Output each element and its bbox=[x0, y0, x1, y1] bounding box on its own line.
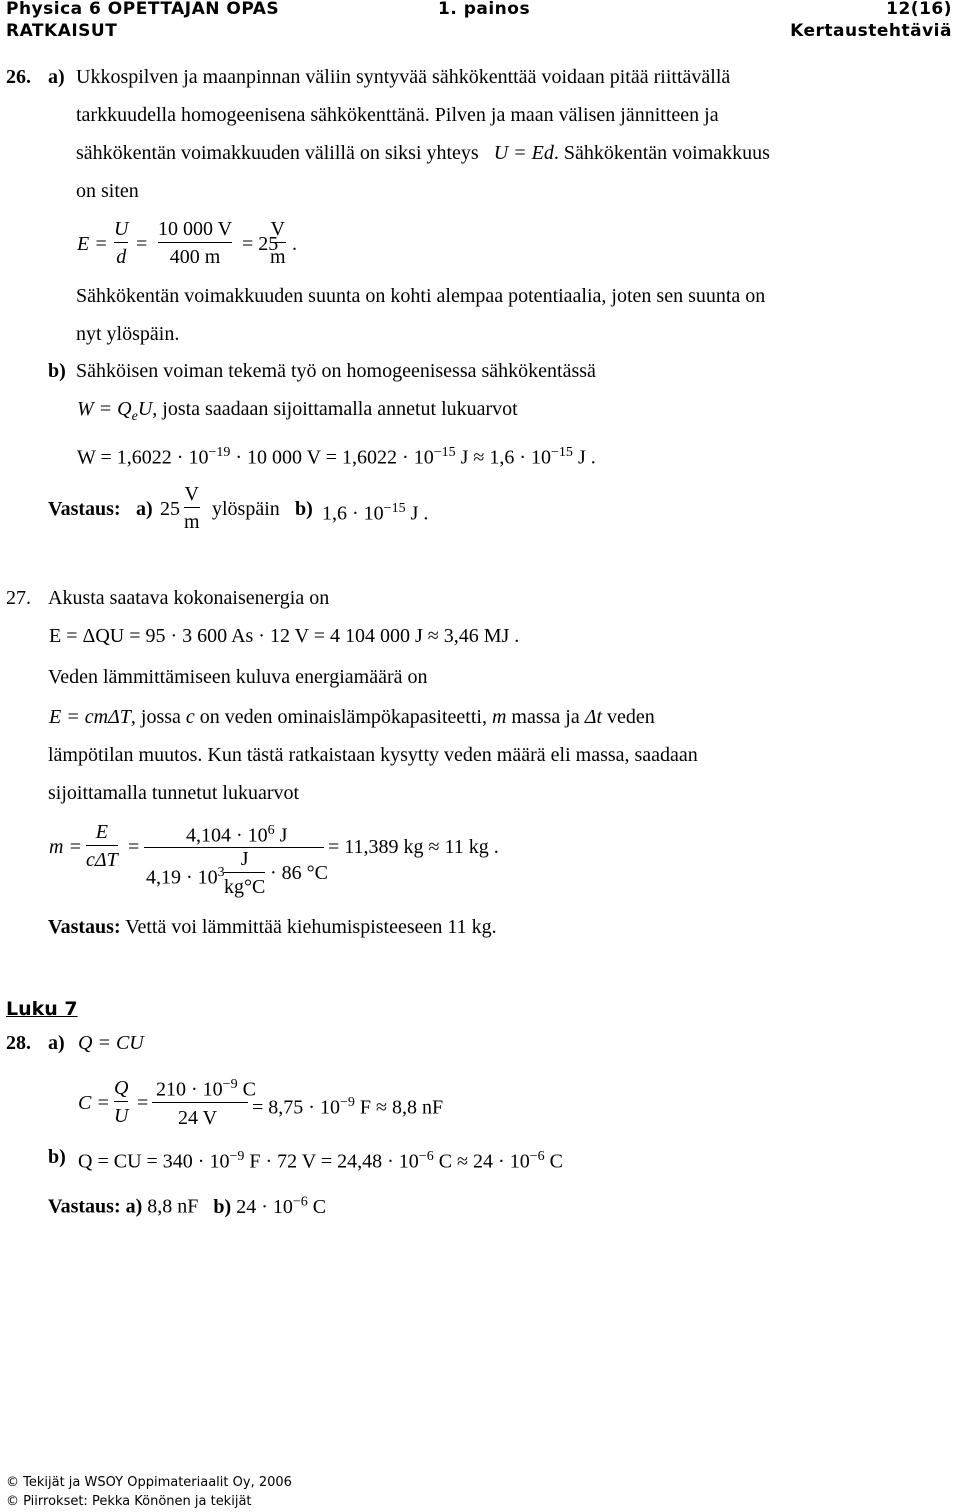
problem-27-text: Akusta saatava kokonaisenergia on bbox=[48, 587, 330, 609]
fraction-denominator: 400 m bbox=[169, 246, 221, 268]
fraction-numerator: J bbox=[240, 848, 249, 870]
fraction-bar bbox=[270, 242, 286, 243]
fraction-unit-j-per-kgc bbox=[224, 848, 265, 898]
text-segment: on veden ominaislämpökapasiteetti, bbox=[194, 706, 492, 728]
answer-value bbox=[236, 1196, 326, 1218]
header-edition: 1. painos bbox=[438, 0, 531, 19]
equation-result: = 11,389 kg ≈ 11 kg . bbox=[328, 836, 499, 858]
fraction-denominator: m bbox=[184, 511, 200, 533]
answer-part-b-label: b) bbox=[295, 498, 313, 520]
fraction-bar bbox=[152, 1102, 248, 1103]
answer-line bbox=[48, 1191, 326, 1218]
fraction-denominator: m bbox=[270, 246, 286, 268]
equation-part: 210 · 10 bbox=[156, 1078, 223, 1101]
fraction-numerator bbox=[186, 820, 287, 847]
fraction-voltage-over-distance bbox=[158, 218, 232, 268]
equation-work bbox=[77, 398, 518, 428]
equation-part: J . bbox=[572, 446, 596, 469]
fraction-bar bbox=[184, 507, 200, 508]
formula-e-cmdt: E = cmΔT bbox=[49, 706, 131, 728]
problem-26a-text: on siten bbox=[76, 180, 139, 202]
equation-heat bbox=[49, 706, 655, 728]
equation-lhs: m = bbox=[49, 836, 82, 858]
fraction-e-over-cdt bbox=[86, 821, 118, 871]
problem-26a-text: tarkkuudella homogeenisena sähkökenttänä. Pilven ja maan välisen jännitteen ja bbox=[76, 104, 719, 126]
text-segment: sähkökentän voimakkuuden välillä on siksi yhteys bbox=[76, 142, 479, 164]
exponent: −6 bbox=[292, 1194, 308, 1209]
fraction-bar bbox=[114, 1101, 128, 1102]
problem-26a-text bbox=[76, 142, 770, 164]
problem-26b-text: Sähköisen voiman tekemä työ on homogeenisessa sähkökentässä bbox=[76, 360, 596, 382]
equation-result bbox=[252, 1092, 443, 1119]
problem-26a-text: nyt ylöspäin. bbox=[76, 323, 180, 345]
equation-variable: U bbox=[137, 398, 153, 420]
variable-c: c bbox=[185, 706, 195, 728]
text-segment: , jossa bbox=[130, 706, 186, 728]
fraction-denominator: kg°C bbox=[224, 876, 266, 898]
fraction-unit-v-per-m bbox=[270, 218, 286, 268]
text-segment: veden bbox=[602, 706, 655, 728]
header-category: Kertaustehtäviä bbox=[790, 21, 952, 41]
equation-lhs: W = Q bbox=[77, 398, 132, 420]
equation-part: 4,19 · 10 bbox=[146, 866, 218, 889]
equation-part: C ≈ 24 · 10 bbox=[433, 1150, 530, 1173]
equation-part: · 10 000 V = 1,6022 · 10 bbox=[230, 446, 434, 469]
fraction-bar bbox=[114, 242, 128, 243]
problem-26b-label: b) bbox=[48, 360, 66, 382]
fraction-numerator: U bbox=[114, 218, 129, 240]
exponent: −9 bbox=[222, 1077, 238, 1092]
exponent: −15 bbox=[433, 445, 456, 460]
fraction-unit-v-per-m bbox=[184, 483, 200, 533]
answer-label: Vastaus: bbox=[48, 1195, 121, 1218]
fraction-bar bbox=[86, 845, 118, 846]
fraction-u-over-d bbox=[114, 218, 128, 268]
answer-part-a-label: a) bbox=[125, 1195, 143, 1218]
fraction-denominator: U bbox=[114, 1105, 129, 1127]
answer-direction: ylöspäin bbox=[212, 498, 280, 520]
exponent: −15 bbox=[383, 501, 406, 516]
problem-26a-label: a) bbox=[48, 66, 65, 88]
fraction-numerator: V bbox=[184, 483, 199, 505]
fraction-denominator: cΔT bbox=[86, 849, 118, 871]
exponent: −6 bbox=[529, 1149, 545, 1164]
fraction-denominator: d bbox=[116, 246, 127, 268]
answer-label: Vastaus: bbox=[48, 916, 121, 938]
fraction-numerator: 10 000 V bbox=[158, 218, 233, 240]
equation-part: = 8,75 · 10 bbox=[252, 1096, 340, 1119]
answer-line bbox=[48, 916, 497, 938]
problem-28b-label: b) bbox=[48, 1146, 66, 1168]
answer-text: Vettä voi lämmittää kiehumispisteeseen 11 kg. bbox=[125, 916, 497, 938]
fraction-capacitance-calculation bbox=[156, 1074, 256, 1130]
equation-part: · 86 °C bbox=[270, 862, 328, 884]
equation-lhs: E = bbox=[77, 233, 108, 255]
equation-work-value bbox=[77, 442, 596, 469]
footer-illustrations-credit: © Piirrokset: Pekka Könönen ja tekijät bbox=[6, 1494, 252, 1509]
equation-result: = 25 bbox=[242, 233, 279, 255]
equation-part: C bbox=[544, 1150, 563, 1173]
chapter-heading: Luku 7 bbox=[6, 998, 78, 1020]
fraction-numerator: Q bbox=[114, 1077, 129, 1099]
fraction-mass-calculation bbox=[144, 820, 328, 900]
footer-copyright: © Tekijät ja WSOY Oppimateriaalit Oy, 2006 bbox=[6, 1475, 292, 1490]
answer-value: 25 bbox=[160, 498, 180, 520]
answer-value bbox=[322, 498, 428, 525]
exponent: 3 bbox=[217, 865, 225, 880]
fraction-denominator bbox=[146, 862, 225, 889]
problem-28-number: 28. bbox=[6, 1032, 31, 1054]
equation-part: W = 1,6022 · 10 bbox=[77, 446, 209, 469]
problem-27-text: sijoittamalla tunnetut lukuarvot bbox=[48, 782, 300, 804]
problem-27-text: Veden lämmittämiseen kuluva energiamäärä on bbox=[48, 666, 428, 688]
equation-part: 1,6 · 10 bbox=[322, 502, 384, 525]
equation-part: 4,104 · 10 bbox=[186, 824, 268, 847]
text-segment: . Sähkökentän voimakkuus bbox=[553, 142, 770, 164]
fraction-q-over-u bbox=[114, 1077, 128, 1127]
equation-part: C bbox=[307, 1195, 327, 1218]
problem-27-text: lämpötilan muutos. Kun tästä ratkaistaan kysytty veden määrä eli massa, saadaan bbox=[48, 744, 698, 766]
equation-energy: E = ΔQU = 95 · 3 600 As · 12 V = 4 104 000 J ≈ 3,46 MJ . bbox=[49, 625, 520, 647]
formula-u-ed: U = Ed bbox=[493, 142, 554, 164]
equation-part: J bbox=[274, 824, 288, 847]
fraction-numerator bbox=[156, 1074, 256, 1101]
answer-label: Vastaus: bbox=[48, 498, 121, 520]
exponent: −6 bbox=[418, 1149, 434, 1164]
equation-part: Q = CU = 340 · 10 bbox=[78, 1150, 230, 1173]
fraction-bar bbox=[158, 242, 232, 243]
exponent: −15 bbox=[551, 445, 573, 460]
equals-sign: = bbox=[136, 233, 148, 255]
text-segment: massa ja bbox=[506, 706, 585, 728]
equation-lhs: C = bbox=[78, 1092, 110, 1114]
variable-dt: Δt bbox=[584, 706, 603, 728]
problem-26a-text: Sähkökentän voimakkuuden suunta on kohti alempaa potentiaalia, joten sen suunta on bbox=[76, 285, 766, 307]
problem-28a-label: a) bbox=[48, 1032, 65, 1054]
problem-27-number: 27. bbox=[6, 587, 31, 609]
problem-26-number: 26. bbox=[6, 66, 31, 88]
header-book-title: Physica 6 OPETTAJAN OPAS bbox=[6, 0, 280, 19]
equation-part: C bbox=[237, 1078, 256, 1101]
exponent: −19 bbox=[208, 445, 231, 460]
exponent: −9 bbox=[339, 1095, 355, 1110]
equation-part: F ≈ 8,8 nF bbox=[354, 1096, 444, 1119]
answer-part-a-label: a) bbox=[136, 498, 153, 520]
fraction-numerator: V bbox=[270, 218, 285, 240]
equation-part: F · 72 V = 24,48 · 10 bbox=[244, 1150, 419, 1173]
exponent: −9 bbox=[229, 1149, 245, 1164]
fraction-denominator: 24 V bbox=[178, 1107, 218, 1129]
subscript: e bbox=[131, 409, 138, 424]
fraction-numerator: E bbox=[95, 821, 108, 843]
header-section: RATKAISUT bbox=[6, 21, 118, 41]
problem-26a-text: Ukkospilven ja maanpinnan väliin syntyvää sähkökenttää voidaan pitää riittävällä bbox=[76, 66, 731, 88]
variable-m: m bbox=[491, 706, 507, 728]
text-segment: , josta saadaan sijoittamalla annetut lukuarvot bbox=[152, 398, 518, 420]
fraction-bar bbox=[224, 872, 265, 873]
header-page-number: 12(16) bbox=[886, 0, 952, 19]
equation-part: J ≈ 1,6 · 10 bbox=[455, 446, 552, 469]
equation-end: . bbox=[292, 233, 297, 255]
equals-sign: = bbox=[128, 836, 140, 858]
equation-part: J . bbox=[405, 502, 429, 525]
equals-sign: = bbox=[137, 1092, 149, 1114]
formula-q-cu: Q = CU bbox=[78, 1032, 144, 1054]
exponent: 6 bbox=[267, 823, 275, 838]
equation-charge bbox=[78, 1146, 563, 1173]
answer-value: 8,8 nF bbox=[147, 1195, 199, 1218]
answer-part-b-label: b) bbox=[213, 1195, 232, 1218]
equation-part: 24 · 10 bbox=[236, 1195, 293, 1218]
